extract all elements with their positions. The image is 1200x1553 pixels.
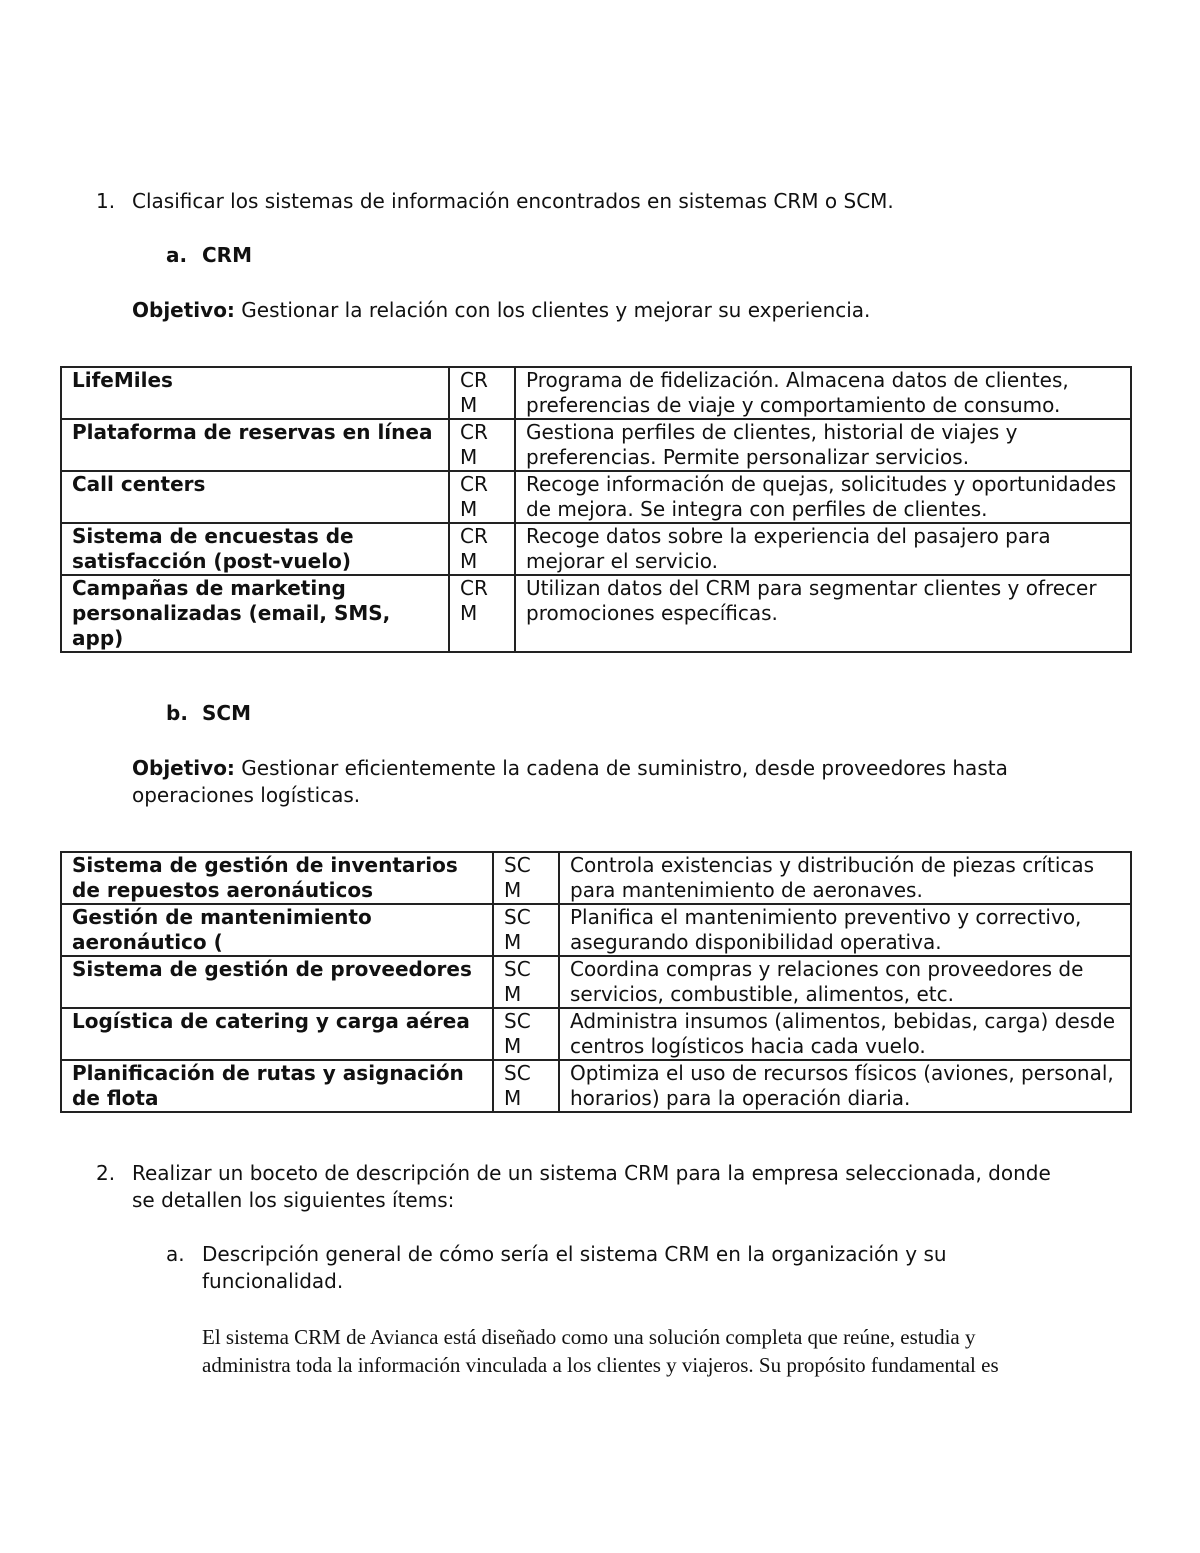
system-type-cell: SC M — [493, 904, 559, 956]
q2-line2: se detallen los siguientes ítems: — [132, 1188, 455, 1212]
system-name-cell: Campañas de marketing personalizadas (email, SMS, app) — [61, 575, 449, 652]
system-description-cell: Coordina compras y relaciones con proveedores de servicios, combustible, alimentos, etc. — [559, 956, 1131, 1008]
scm-objective-line2: operaciones logísticas. — [132, 783, 361, 807]
q2a-line2: funcionalidad. — [202, 1269, 344, 1293]
scm-table — [60, 851, 1132, 1113]
system-type-cell: SC M — [493, 956, 559, 1008]
scm-marker: b. — [166, 701, 188, 725]
system-description-cell: Planifica el mantenimiento preventivo y correctivo, asegurando disponibilidad operativa. — [559, 904, 1131, 956]
crm-paragraph-line1: El sistema CRM de Avianca está diseñado como una solución completa que reúne, estudia y — [202, 1325, 976, 1349]
q1-text: Clasificar los sistemas de información encontrados en sistemas CRM o SCM. — [132, 189, 894, 213]
scm-heading: SCM — [202, 701, 251, 725]
scm-objective-line1 — [132, 755, 1008, 781]
system-name-cell: Plataforma de reservas en línea — [61, 419, 449, 471]
system-type-cell: CR M — [449, 523, 515, 575]
scm-table-row — [61, 904, 1131, 956]
q2-line1: Realizar un boceto de descripción de un sistema CRM para la empresa seleccionada, donde — [132, 1161, 1051, 1185]
system-description-cell: Gestiona perfiles de clientes, historial de viajes y preferencias. Permite personalizar servicios. — [515, 419, 1131, 471]
crm-marker: a. — [166, 243, 188, 267]
crm-table-row — [61, 523, 1131, 575]
system-name-cell: Gestión de mantenimiento aeronáutico ( — [61, 904, 493, 956]
system-description-cell: Programa de fidelización. Almacena datos de clientes, preferencias de viaje y comportamiento de consumo. — [515, 367, 1131, 419]
system-description-cell: Optimiza el uso de recursos físicos (aviones, personal, horarios) para la operación diaria. — [559, 1060, 1131, 1112]
q2-number: 2. — [96, 1161, 116, 1185]
crm-table-row — [61, 471, 1131, 523]
system-description-cell: Recoge datos sobre la experiencia del pasajero para mejorar el servicio. — [515, 523, 1131, 575]
system-description-cell: Controla existencias y distribución de piezas críticas para mantenimiento de aeronaves. — [559, 852, 1131, 904]
system-type-cell: SC M — [493, 852, 559, 904]
system-description-cell: Administra insumos (alimentos, bebidas, carga) desde centros logísticos hacia cada vuelo. — [559, 1008, 1131, 1060]
system-description-cell: Recoge información de quejas, solicitudes y oportunidades de mejora. Se integra con perfiles de clientes. — [515, 471, 1131, 523]
system-name-cell: Sistema de encuestas de satisfacción (post-vuelo) — [61, 523, 449, 575]
system-type-cell: CR M — [449, 419, 515, 471]
scm-table-row — [61, 956, 1131, 1008]
crm-objective-label: Objetivo: — [132, 298, 235, 322]
crm-table — [60, 366, 1132, 653]
system-name-cell: Logística de catering y carga aérea — [61, 1008, 493, 1060]
system-name-cell: Sistema de gestión de inventarios de repuestos aeronáuticos — [61, 852, 493, 904]
q1-number: 1. — [96, 189, 116, 213]
system-name-cell: LifeMiles — [61, 367, 449, 419]
scm-objective-label: Objetivo: — [132, 756, 235, 780]
scm-objective-text: Gestionar eficientemente la cadena de suministro, desde proveedores hasta — [241, 756, 1008, 780]
scm-table-row — [61, 1008, 1131, 1060]
system-name-cell: Sistema de gestión de proveedores — [61, 956, 493, 1008]
crm-table-row — [61, 575, 1131, 652]
crm-objective — [132, 297, 870, 323]
scm-table-row — [61, 852, 1131, 904]
q2a-marker: a. — [166, 1242, 185, 1266]
crm-paragraph-line2: administra toda la información vinculada a los clientes y viajeros. Su propósito fundamental es — [202, 1353, 999, 1377]
system-type-cell: SC M — [493, 1008, 559, 1060]
system-type-cell: CR M — [449, 367, 515, 419]
q2a-line1: Descripción general de cómo sería el sistema CRM en la organización y su — [202, 1242, 947, 1266]
system-name-cell: Planificación de rutas y asignación de flota — [61, 1060, 493, 1112]
system-type-cell: CR M — [449, 471, 515, 523]
crm-table-row — [61, 367, 1131, 419]
scm-table-row — [61, 1060, 1131, 1112]
crm-objective-text: Gestionar la relación con los clientes y mejorar su experiencia. — [241, 298, 871, 322]
system-description-cell: Utilizan datos del CRM para segmentar clientes y ofrecer promociones específicas. — [515, 575, 1131, 652]
system-type-cell: SC M — [493, 1060, 559, 1112]
system-name-cell: Call centers — [61, 471, 449, 523]
crm-heading: CRM — [202, 243, 252, 267]
system-type-cell: CR M — [449, 575, 515, 652]
crm-table-row — [61, 419, 1131, 471]
